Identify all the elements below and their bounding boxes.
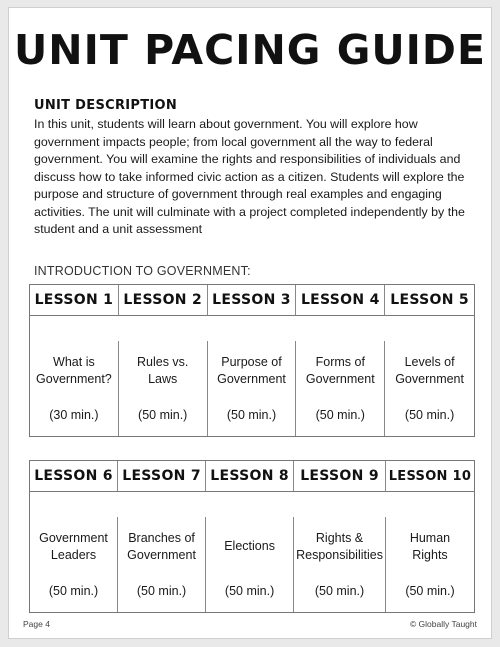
lesson-topic: Levels of Government bbox=[395, 354, 464, 386]
section-label: INTRODUCTION TO GOVERNMENT: bbox=[34, 264, 251, 278]
document-page bbox=[8, 7, 492, 639]
lesson-cell bbox=[30, 517, 118, 612]
lesson-duration: (50 min.) bbox=[136, 583, 187, 598]
lesson-duration: (50 min.) bbox=[314, 583, 365, 598]
lesson-header: LESSON 10 bbox=[386, 461, 474, 492]
lesson-cell bbox=[118, 517, 206, 612]
lesson-header: LESSON 3 bbox=[208, 285, 297, 316]
page-number: Page 4 bbox=[23, 619, 50, 629]
lesson-cell bbox=[385, 341, 474, 436]
lesson-cell bbox=[208, 341, 297, 436]
lesson-cell bbox=[294, 517, 386, 612]
lesson-cell bbox=[296, 341, 385, 436]
lesson-topic: Purpose of Government bbox=[217, 354, 286, 386]
description-heading: UNIT DESCRIPTION bbox=[34, 98, 178, 113]
lesson-topic: Rights & Responsibilities bbox=[296, 530, 383, 562]
lesson-header: LESSON 8 bbox=[206, 461, 294, 492]
lesson-duration: (50 min.) bbox=[226, 407, 277, 422]
lesson-header: LESSON 1 bbox=[30, 285, 119, 316]
lesson-duration: (50 min.) bbox=[48, 583, 99, 598]
description-body: In this unit, students will learn about government. You will explore how government impacts people; from local government all the way to federal government. You will examine the rights and responsibilities of individuals and discuss how to take informed civic action as a citizen. Students will explore the purpose and structure of government through real examples and engaging activities. The unit will culminate with a project completed independently by the student and a unit assessment bbox=[34, 117, 465, 236]
lesson-duration: (30 min.) bbox=[49, 407, 99, 422]
lesson-topic: What is Government? bbox=[36, 354, 112, 386]
lesson-duration: (50 min.) bbox=[405, 583, 455, 598]
lesson-header: LESSON 2 bbox=[119, 285, 208, 316]
lesson-topic: Forms of Government bbox=[305, 354, 375, 386]
lessons-table-1 bbox=[29, 284, 475, 437]
lesson-duration: (50 min.) bbox=[404, 407, 455, 422]
page-title: UNIT PACING GUIDE bbox=[14, 26, 486, 74]
lesson-header: LESSON 6 bbox=[30, 461, 118, 492]
lesson-topic: Government Leaders bbox=[39, 530, 108, 562]
lesson-header: LESSON 7 bbox=[118, 461, 206, 492]
lesson-topic: Human Rights bbox=[409, 530, 451, 562]
lesson-topic: Branches of Government bbox=[127, 530, 196, 562]
lesson-header: LESSON 9 bbox=[294, 461, 386, 492]
lesson-topic: Elections bbox=[224, 539, 275, 553]
copyright-credit: © Globally Taught bbox=[409, 619, 477, 629]
lesson-header: LESSON 5 bbox=[385, 285, 474, 316]
lesson-duration: (50 min.) bbox=[138, 407, 188, 422]
lesson-cell bbox=[30, 341, 119, 436]
lesson-header: LESSON 4 bbox=[296, 285, 385, 316]
lesson-cell bbox=[386, 517, 474, 612]
lesson-duration: (50 min.) bbox=[224, 583, 275, 598]
lesson-cell bbox=[206, 517, 294, 612]
lesson-topic: Rules vs. Laws bbox=[136, 354, 189, 386]
lessons-table-2 bbox=[29, 460, 475, 613]
lesson-duration: (50 min.) bbox=[315, 407, 365, 422]
lesson-cell bbox=[119, 341, 208, 436]
